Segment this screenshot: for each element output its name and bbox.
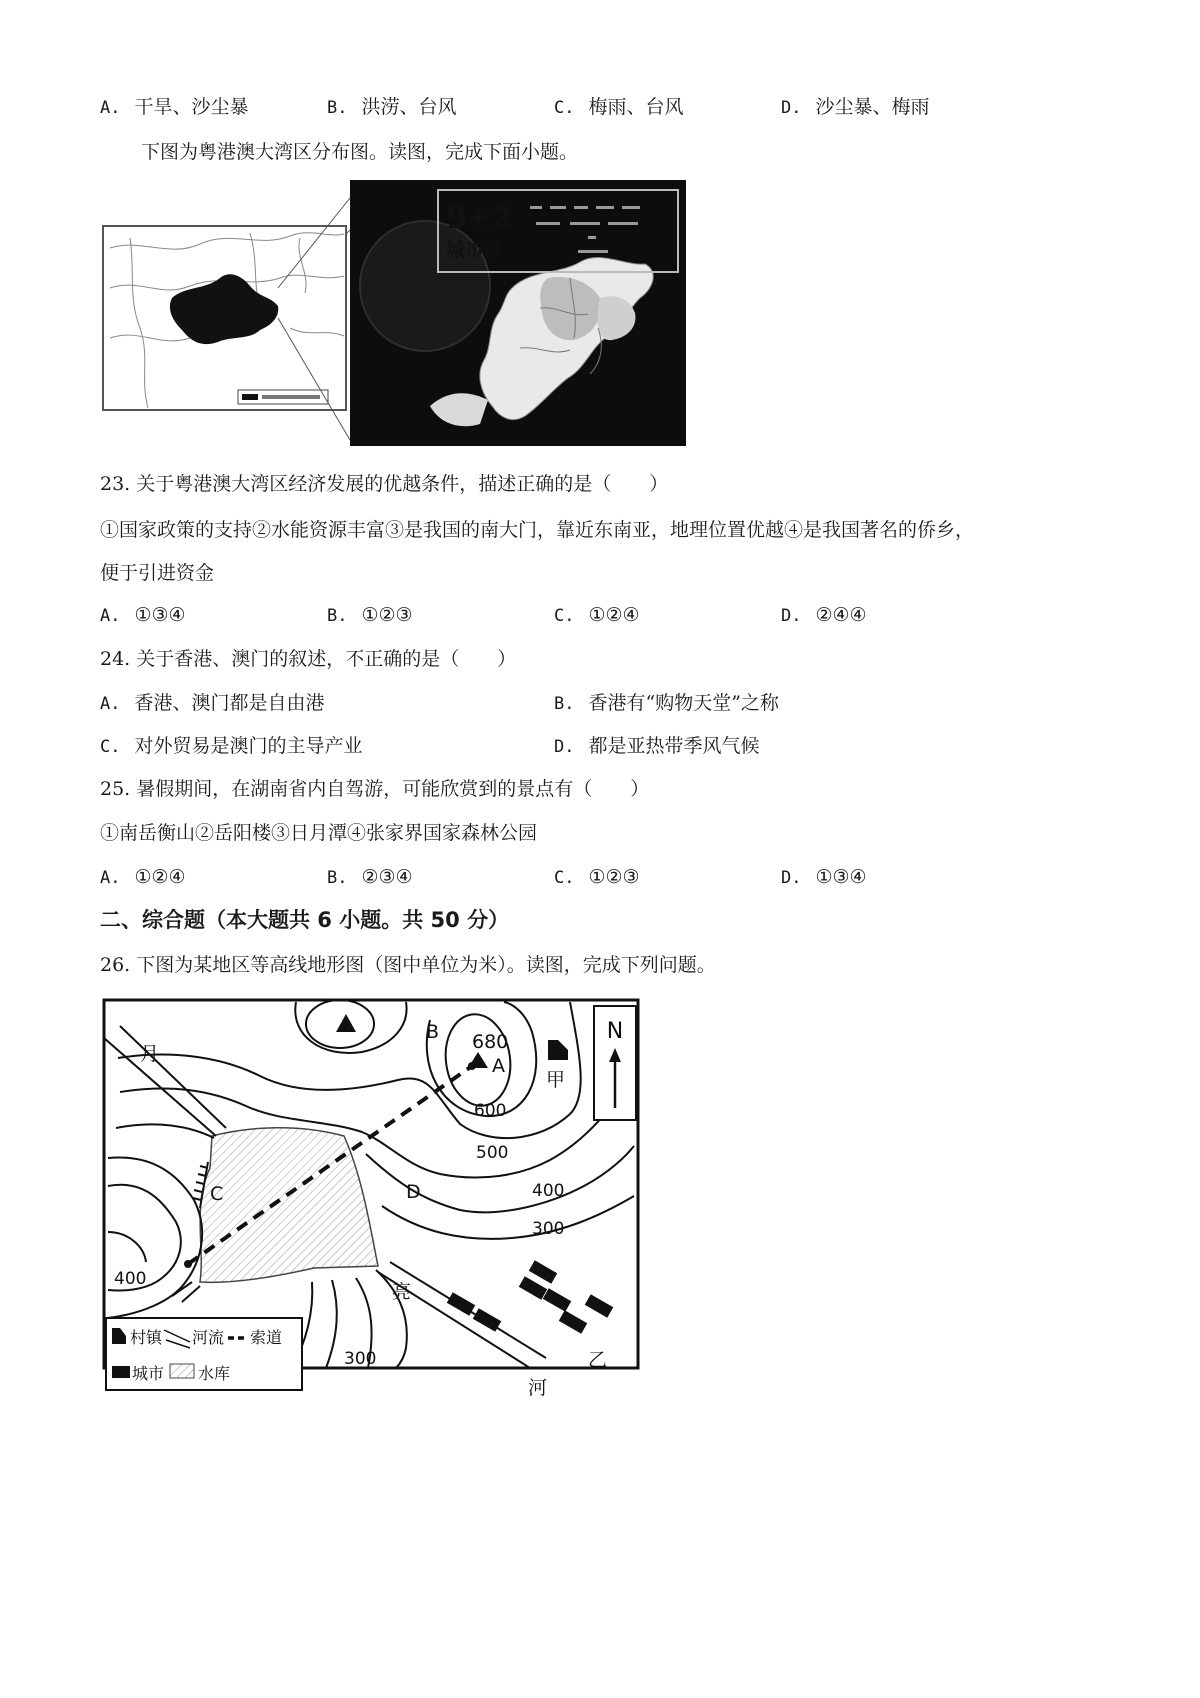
river-label-yue: 月 — [140, 1043, 160, 1065]
map-intro: 下图为粤港澳大湾区分布图。读图，完成下面小题。 — [141, 141, 579, 163]
contour-label-300-right: 300 — [532, 1219, 565, 1239]
q23-option-c: C. ①②④ — [554, 604, 640, 626]
q22-option-c: C. 梅雨、台风 — [554, 96, 684, 118]
q24-stem: 24. 关于香港、澳门的叙述，不正确的是（ ） — [100, 648, 517, 670]
q24-option-c: C. 对外贸易是澳门的主导产业 — [100, 735, 363, 757]
q25-option-c: C. ①②③ — [554, 866, 640, 888]
north-label: N — [606, 1019, 624, 1044]
q23-stem: 23. 关于粤港澳大湾区经济发展的优越条件，描述正确的是（ ） — [100, 473, 669, 495]
legend-cableway-label: 索道 — [250, 1328, 283, 1347]
q23-option-b: B. ①②③ — [327, 604, 413, 626]
river-label-he: 河 — [528, 1377, 548, 1399]
contour-label-300-bottom: 300 — [344, 1349, 377, 1369]
river-label-liang: 亮 — [392, 1281, 412, 1303]
legend-river-label: 河流 — [192, 1328, 225, 1347]
q23-option-d: D. ②④④ — [781, 604, 867, 626]
contour-label-400-left: 400 — [114, 1269, 147, 1289]
cableway-lower-station — [184, 1260, 192, 1268]
q22-option-a: A. 干旱、沙尘暴 — [100, 96, 249, 118]
point-c-label: C — [210, 1183, 224, 1205]
section-heading: 二、综合题（本大题共 6 小题。共 50 分） — [100, 908, 510, 932]
q25-option-b: B. ②③④ — [327, 866, 413, 888]
point-a-label: A — [492, 1055, 505, 1077]
point-d-label: D — [406, 1181, 421, 1203]
q25-option-a: A. ①②④ — [100, 866, 186, 888]
legend-city-label: 城市 — [132, 1364, 165, 1383]
city-yi-label: 乙 — [588, 1349, 608, 1371]
point-b-label: B — [426, 1021, 440, 1043]
contour-label-500: 500 — [476, 1143, 509, 1163]
q25-stem: 25. 暑假期间，在湖南省内自驾游，可能欣赏到的景点有（ ） — [100, 778, 650, 800]
q24-option-a: A. 香港、澳门都是自由港 — [100, 692, 325, 714]
contour-label-600: 600 — [474, 1101, 507, 1121]
q25-option-d: D. ①③④ — [781, 866, 867, 888]
q24-option-d: D. 都是亚热带季风气候 — [554, 735, 760, 757]
legend-city-icon — [112, 1366, 130, 1378]
legend-reservoir-icon — [170, 1364, 194, 1378]
q26-stem: 26. 下图为某地区等高线地形图（图中单位为米）。读图，完成下列问题。 — [100, 954, 716, 976]
bay-area-map — [100, 178, 690, 450]
q22-option-d: D. 沙尘暴、梅雨 — [781, 96, 930, 118]
q22-option-b: B. 洪涝、台风 — [327, 96, 457, 118]
peak-elevation-label: 680 — [472, 1031, 509, 1053]
contour-label-400-right: 400 — [532, 1181, 565, 1201]
village-jia-label: 甲 — [546, 1069, 566, 1091]
legend-village-label: 村镇 — [130, 1328, 163, 1347]
contour-map — [100, 996, 644, 1406]
q24-option-b: B. 香港有“购物天堂”之称 — [554, 692, 779, 714]
q23-option-a: A. ①③④ — [100, 604, 186, 626]
cluster-badge-number: 9+2 — [446, 201, 513, 236]
cluster-badge-label: 城市群 — [446, 239, 504, 261]
q23-statement-line1: ①国家政策的支持②水能资源丰富③是我国的南大门，靠近东南亚，地理位置优越④是我国著名的侨乡， — [100, 519, 975, 541]
legend-reservoir-label: 水库 — [198, 1364, 231, 1383]
q23-statement-line2: 便于引进资金 — [100, 562, 215, 584]
q25-statement: ①南岳衡山②岳阳楼③日月潭④张家界国家森林公园 — [100, 822, 538, 844]
